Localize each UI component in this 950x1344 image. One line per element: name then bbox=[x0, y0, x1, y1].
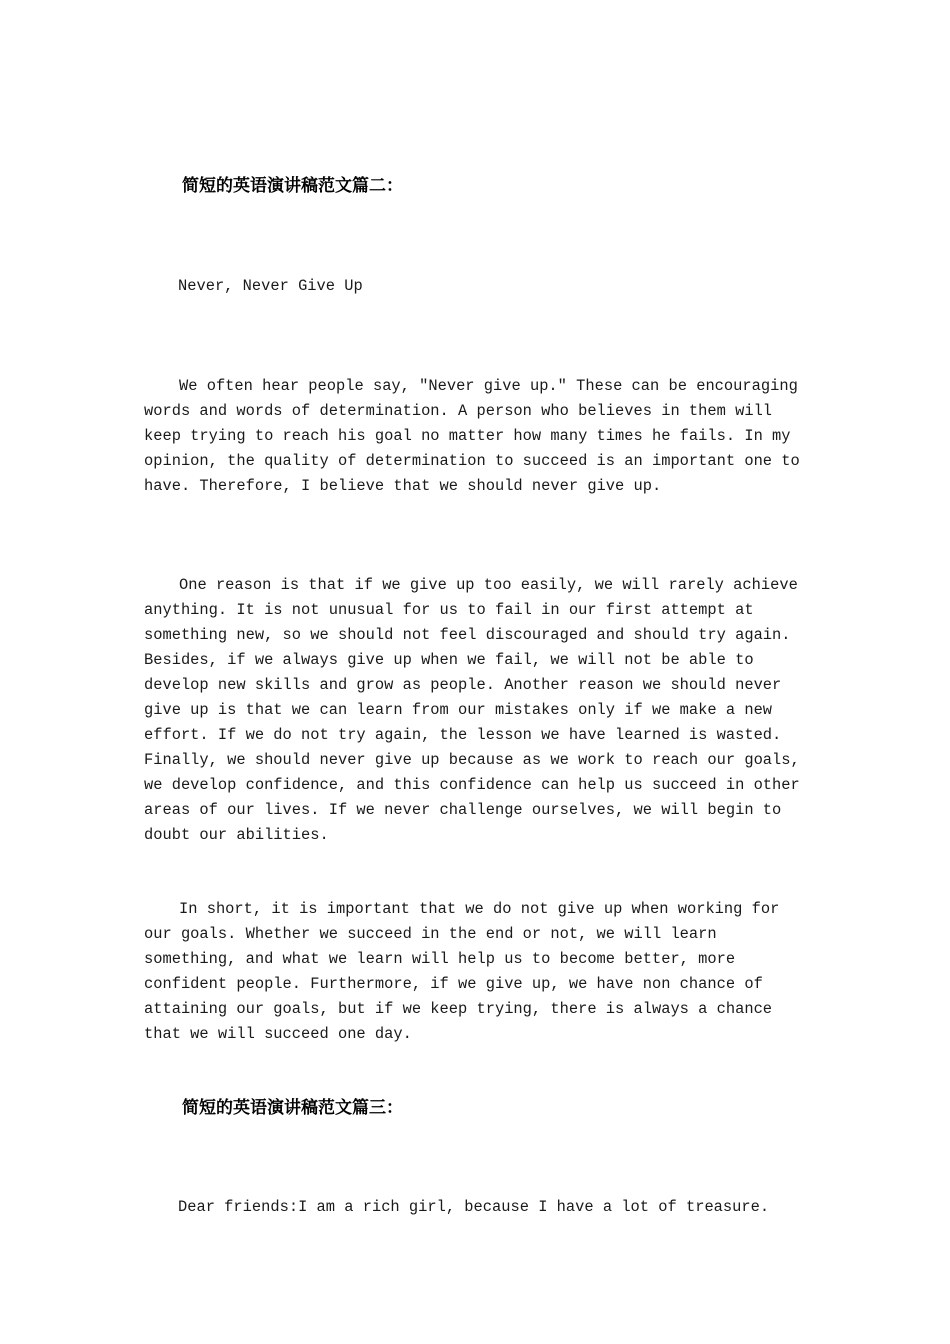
section-heading-part2: 简短的英语演讲稿范文篇二： bbox=[182, 176, 403, 196]
essay-title: Never, Never Give Up bbox=[178, 277, 363, 295]
paragraph-text: One reason is that if we give up too easily, we will rarely achieve anything. It is not unusual for us to fail in our first attempt at something new, so we should not feel discouraged and should try again. Besides, if we always give up when we fail, we will not be able to develop new skills and grow as people. Another reason we should never give up is that we can learn from our mistakes only if we make a new effort. If we do not try again, the lesson we have learned is wasted. Finally, we should never give up because as we work to reach our goals, we develop confidence, and this confidence can help us succeed in other areas of our lives. If we never challenge ourselves, we will begin to doubt our abilities. bbox=[144, 576, 800, 844]
paragraph-1 bbox=[144, 374, 814, 499]
paragraph-3 bbox=[144, 897, 814, 1047]
part3-opening-line: Dear friends:I am a rich girl, because I have a lot of treasure. bbox=[178, 1198, 770, 1216]
paragraph-2 bbox=[144, 573, 814, 848]
section-heading-part3: 简短的英语演讲稿范文篇三： bbox=[182, 1098, 403, 1118]
paragraph-text: In short, it is important that we do not give up when working for our goals. Whether we succeed in the end or not, we will learn something, and what we learn will help us to become better, more confident people. Furthermore, if we give up, we have non chance of attaining our goals, but if we keep trying, there is always a chance that we will succeed one day. bbox=[144, 900, 780, 1043]
paragraph-text: We often hear people say, "Never give up." These can be encouraging words and words of determination. A person who believes in them will keep trying to reach his goal no matter how many times he fails. In my opinion, the quality of determination to succeed is an important one to have. Therefore, I believe that we should never give up. bbox=[144, 377, 800, 495]
